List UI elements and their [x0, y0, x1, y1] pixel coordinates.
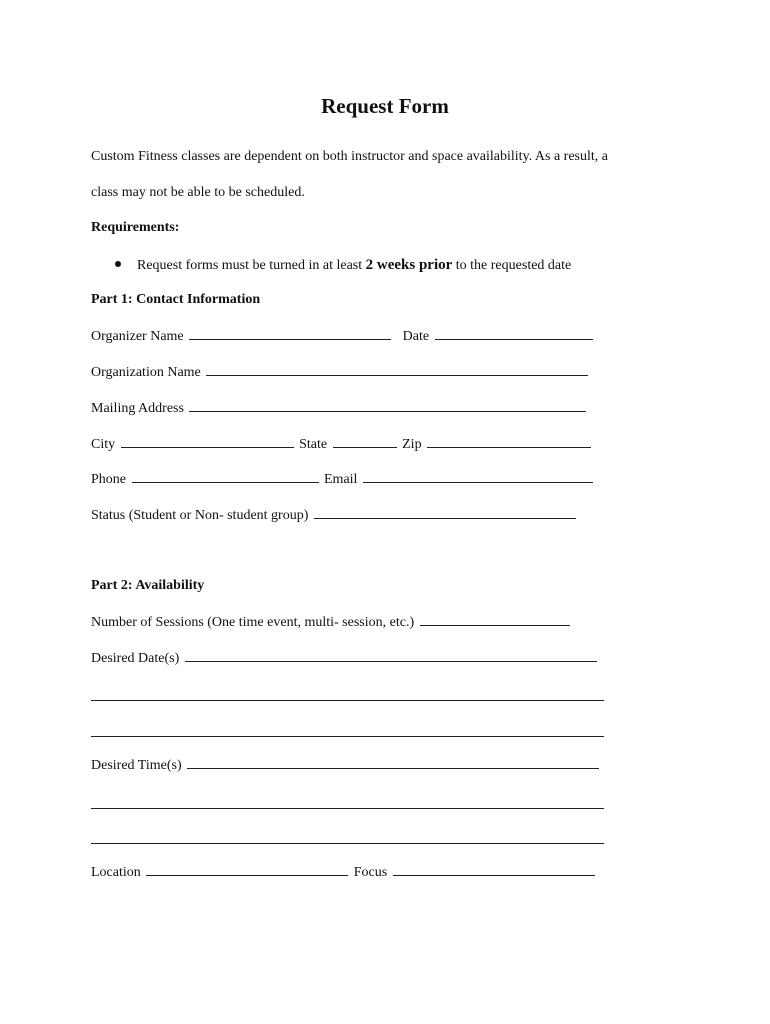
sessions-field[interactable] — [420, 614, 570, 626]
desired-times-label: Desired Time(s) — [91, 758, 182, 773]
organizer-name-label: Organizer Name — [91, 329, 184, 344]
status-field[interactable] — [314, 507, 576, 519]
requirement-post: to the requested date — [455, 258, 572, 273]
organizer-name-field[interactable] — [189, 328, 391, 340]
phone-email-row — [91, 471, 595, 488]
phone-field[interactable] — [132, 471, 319, 483]
desired-times-field[interactable] — [187, 757, 599, 769]
desired-dates-label: Desired Date(s) — [91, 651, 180, 666]
status-label: Status (Student or Non- student group) — [91, 508, 309, 523]
desired-times-extra-line-2[interactable] — [91, 843, 604, 844]
bullet-icon — [115, 261, 121, 267]
page-title: Request Form — [321, 94, 449, 118]
organization-row — [91, 364, 590, 381]
zip-label: Zip — [402, 437, 422, 452]
phone-label: Phone — [91, 472, 126, 487]
email-label: Email — [324, 472, 358, 487]
requirement-pre: Request forms must be turned in at least — [137, 258, 363, 273]
mailing-address-label: Mailing Address — [91, 401, 184, 416]
focus-field[interactable] — [393, 864, 595, 876]
desired-times-row — [91, 757, 601, 774]
requirement-item — [115, 257, 571, 274]
part2-heading: Part 2: Availability — [91, 578, 205, 593]
state-field[interactable] — [333, 436, 397, 448]
city-state-zip-row — [91, 436, 593, 453]
organization-name-field[interactable] — [206, 364, 588, 376]
desired-dates-field[interactable] — [185, 650, 597, 662]
date-label: Date — [402, 329, 430, 344]
requirements-heading: Requirements: — [91, 220, 180, 235]
desired-dates-extra-line-1[interactable] — [91, 700, 604, 701]
status-row — [91, 507, 578, 524]
location-focus-row — [91, 864, 597, 881]
intro-line-1: Custom Fitness classes are dependent on both instructor and space availability. As a result, a — [91, 149, 608, 164]
desired-times-extra-line-1[interactable] — [91, 808, 604, 809]
sessions-row — [91, 614, 572, 631]
location-field[interactable] — [146, 864, 348, 876]
state-label: State — [299, 437, 328, 452]
city-label: City — [91, 437, 116, 452]
zip-field[interactable] — [427, 436, 591, 448]
desired-dates-extra-line-2[interactable] — [91, 736, 604, 737]
mailing-row — [91, 400, 588, 417]
organizer-row — [91, 328, 595, 345]
focus-label: Focus — [353, 865, 388, 880]
part1-heading: Part 1: Contact Information — [91, 292, 261, 307]
sessions-label: Number of Sessions (One time event, multi- session, etc.) — [91, 615, 415, 630]
city-field[interactable] — [121, 436, 294, 448]
requirement-emphasis: 2 weeks prior — [365, 257, 453, 273]
desired-dates-row — [91, 650, 599, 667]
intro-line-2: class may not be able to be scheduled. — [91, 185, 305, 200]
organization-name-label: Organization Name — [91, 365, 201, 380]
date-field[interactable] — [435, 328, 593, 340]
email-field[interactable] — [363, 471, 593, 483]
mailing-address-field[interactable] — [189, 400, 586, 412]
location-label: Location — [91, 865, 141, 880]
